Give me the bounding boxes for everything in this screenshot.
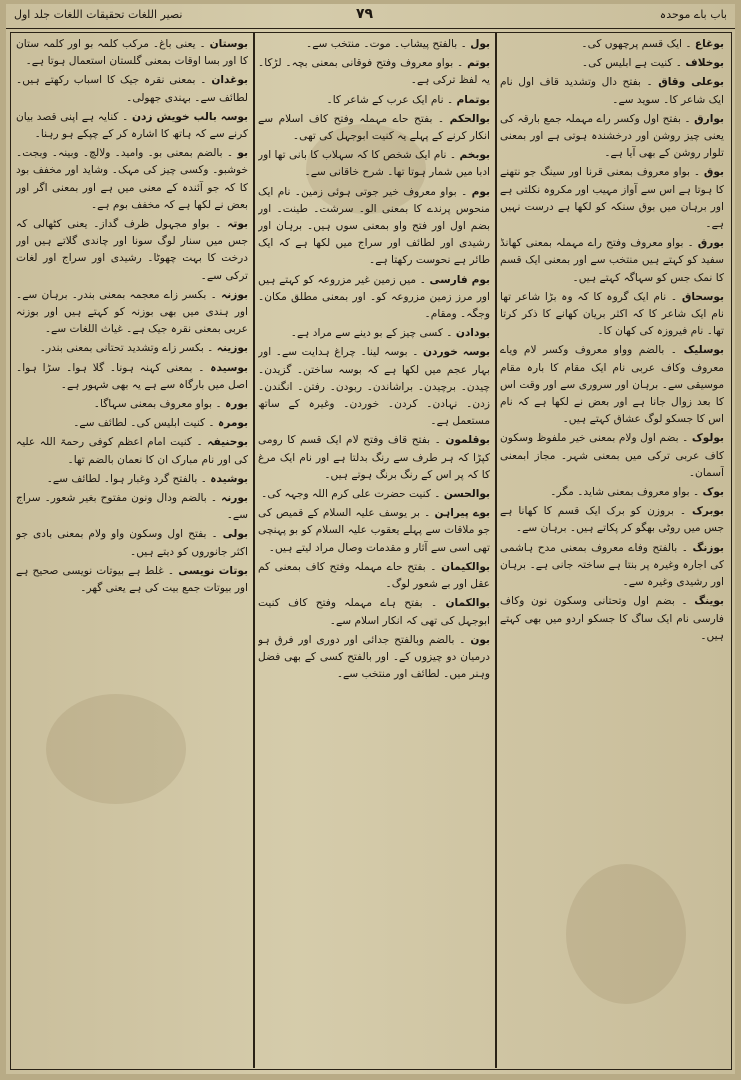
dictionary-entry: بوسہ بالب خویش زدن ۔ کنایہ ہے اپنی قصد بیان کرنے سے کہ ہاتھ کا اشارہ کر کے چپکے ہو رہنا۔ [16,110,248,141]
dictionary-entry: بورنہ ۔ بالضم ودال ونون مفتوح بغیر شعور۔ سراج سے۔ [16,492,248,522]
entry-definition: کنایہ ہے اپنی قصد بیان کرنے سے کہ ہاتھ کا اشارہ کر کے چپکے ہو رہنا۔ [16,110,248,141]
entry-definition: بفتح اول وکسر راے مہملہ جمع بارقہ کی یعنی چیز روشن اور درخشندہ ہوتی ہے اور بمعنی تلوار روشن کے بھی آیا ہے۔ [500,112,724,160]
entry-definition: بمعنی نقرہ جیک کا اسباب رکھتے ہیں۔ لطائف سے۔ بہندی جھولی۔ [16,74,248,104]
entry-headword: بوزنہ [221,288,248,301]
dictionary-entry: بوزنہ ۔ بکسر زاے معجمہ بمعنی بندر۔ برہان سے۔ اور ہندی میں بھی بوزنہ کو کہتے ہیں اور بوزنہ عربی بمعنی نقرہ جیک ہے۔ غیاث اللغات سے۔ [16,288,248,336]
entry-headword: بوخلاف [685,57,724,70]
entry-definition: ایک قسم پرچھوں کی۔ [581,38,682,50]
entry-headword: بورق [697,237,724,250]
scanned-page [6,4,735,1074]
entry-definition: نام ایک عرب کے شاعر کا۔ [326,93,444,106]
dictionary-entry: بوزینہ ۔ بکسر زاے وتشدید تحتانی بمعنی بندر۔ [39,342,248,355]
dictionary-entry: بوالحکم ۔ بفتح حاے مہملہ وفتح کاف اسلام سے انکار کرنے کے پہلے یہ کنیت ابوجہل کی تھی۔ [258,112,490,143]
page-header [6,4,735,29]
dictionary-entry: بوعلی وقاق ۔ بفتح دال وتشدید قاف اول نام ایک شاعر کا۔ سوید سے۔ [500,76,724,106]
entry-headword: بوق [703,166,724,179]
entry-definition: بوسہ لینا۔ چراغ ہدایت سے۔ اور بہار عجم میں لکھا ہے کہ بوسہ ساختن۔ گزیدن۔ چیدن۔ برچیدن۔ براشاندن۔ ربودن۔ رفتن۔ انگندن۔ زدن۔ نہادن۔ کردن۔ خوردن۔ وغیرہ کے ساتھ مستعمل ہے۔ [258,346,490,428]
entry-definition: بالضم بمعنی بو۔ وامید۔ ولالچ۔ وبینہ۔ وبجت۔ خوشبو۔ وکسی چیز کی مہک۔ وشاید اور مخفف بود کا کہ جو آئندہ کے معنی میں ہے اور بمعنی اگر اور بعض نے لکھا ہے کہ مخفف بوم ہے۔ [16,147,248,211]
column-middle [258,36,490,1064]
entry-definition: بالفتح گرد وغبار ہوا۔ لطائف سے۔ [46,472,198,485]
dictionary-entry: بوم فارسی ۔ میں زمین غیر مزروعہ کو کہتے ہیں اور مرز زمین مزروعہ کو۔ اور بمعنی مطلق مکان۔ وجگہ۔ ومقام۔ [258,273,490,321]
entry-definition: کنیت ہے ابلیس کی۔ [581,57,673,70]
entry-headword: بوسہ بالب خویش زدن [131,110,248,123]
entry-headword: بوسیدہ [210,361,248,374]
column-right [500,36,724,1064]
entry-headword: بوبخم [459,149,490,162]
entry-definition: بفتح دال وتشدید قاف اول نام ایک شاعر کا۔ سوید سے۔ [500,76,724,106]
dictionary-entry: بومرہ ۔ کنیت ابلیس کی۔ لطائف سے۔ [73,417,248,430]
dictionary-entry: بوق ۔ بواو معروف بمعنی قرنا اور سینگ جو نتھنے کا ہوتا ہے اس سے آواز مہیب اور مکروہ نکلتی ہے اور برہان میں بوق سنکہ کو لکھا ہے درست نہیں ہے۔ [500,166,724,231]
dictionary-entry: بوستان ۔ یعنی باغ۔ مرکب کلمہ بو اور کلمہ ستان کا اور بسا اوقات بمعنی گلستان استعمال ہوتا ہے۔ [16,38,248,68]
column-divider [495,32,497,1068]
dictionary-entry: بوسہ خوردن ۔ بوسہ لینا۔ چراغ ہدایت سے۔ اور بہار عجم میں لکھا ہے کہ بوسہ ساختن۔ گزیدن۔ چیدن۔ برچیدن۔ براشاندن۔ ربودن۔ رفتن۔ انگندن۔ زدن۔ نہادن۔ کردن۔ خوردن۔ وغیرہ کے ساتھ مستعمل ہے۔ [258,346,490,428]
entry-definition: بالفتح وفاے معروف بمعنی مدح ہاشمی کی اجارہ وغیرہ پر بنتا ہے ساختہ جانی ہے۔ برہان اور رشیدی وغیرہ سے۔ [500,541,724,589]
dictionary-entry: بورق ۔ بواو معروف وفتح راے مہملہ بمعنی کھانڈ سفید کو کہتے ہیں منتخب سے اور بمعنی ایک قسم کا نمک جس کو سہاگہ کہتے ہیں۔ [500,237,724,284]
entry-headword: بوتات نویسی [178,564,248,577]
entry-headword: بوم [471,185,490,198]
entry-headword: بوغدان [211,74,248,87]
dictionary-entry: بوسحاق ۔ نام ایک گروہ کا کہ وہ بڑا شاعر تھا نام ایک شاعر کا کہ اکثر بریان کھانے کا ذکر کرتا تھا۔ نام فیروزہ کی کھان کا۔ [500,290,724,338]
entry-definition: بواو مجہول ظرف گداز۔ یعنی کٹھالی کہ جس میں سنار لوگ سونا اور چاندی گلاتے ہیں اور درخت کا بہت چھوٹا۔ رشیدی اور سراج اور لغات ترکی سے۔ [16,218,248,282]
dictionary-entry: بوقلمون ۔ بفتح قاف وفتح لام ایک قسم کا رومی کپڑا کہ ہر طرف سے رنگ بدلتا ہے اور نام ایک مرغ کا کہ پر اس کے رنگ برنگ ہوتے ہیں۔ [258,434,490,481]
header-section-title: باب باے موحدہ [659,8,727,21]
dictionary-entry: بوارق ۔ بفتح اول وکسر راے مہملہ جمع بارقہ کی یعنی چیز روشن اور درخشندہ ہوتی ہے اور بمعنی تلوار روشن کے بھی آیا ہے۔ [500,112,724,160]
dictionary-entry: بون ۔ بالضم وبالفتح جدائی اور دوری اور فرق ہو درمیان دو چیزوں کے۔ اور بالفتح کسی کے بھی فضل وہنر میں۔ لطائف اور منتخب سے۔ [258,633,490,681]
dictionary-entry: بوالکیمان ۔ بفتح حاے مہملہ وفتح کاف بمعنی کم عقل اور بے شعور لوگ۔ [258,560,490,591]
entry-headword: بورنہ [221,492,248,505]
entry-headword: بوستان [209,38,248,50]
entry-definition: بالضم ودال ونون مفتوح بغیر شعور۔ سراج سے۔ [16,492,248,522]
entry-headword: بوبرک [691,505,724,518]
entry-headword: بول [470,38,490,50]
dictionary-entry: بوتہ ۔ بواو مجہول ظرف گداز۔ یعنی کٹھالی کہ جس میں سنار لوگ سونا اور چاندی گلاتے ہیں اور درخت کا بہت چھوٹا۔ رشیدی اور سراج اور لغات ترکی سے۔ [16,218,248,282]
entry-headword: بوتم [467,57,490,70]
dictionary-entry: بوتمام ۔ نام ایک عرب کے شاعر کا۔ [326,93,490,106]
dictionary-entry: بوحنیفہ ۔ کنیت امام اعظم کوفی رحمۃ اللہ علیہ کی اور نام مبارک ان کا نعمان بالضم تھا۔ [16,436,248,466]
entry-definition: نام ایک شخص کا کہ سہلاب کا بانی تھا اور ادبا میں شمار ہوتا تھا۔ شرح خاقانی سے۔ [258,149,490,179]
dictionary-entry: بوغاع ۔ ایک قسم پرچھوں کی۔ [581,38,724,50]
entry-headword: بوے پیراہن [434,507,490,520]
dictionary-entry: بورہ ۔ بواو معروف بمعنی سہاگا۔ [93,398,248,411]
dictionary-entry: بوم ۔ بواو معروف خیر جوتی ہوئی زمین۔ نام ایک منحوس پرندے کا بمعنی الو۔ سرشت۔ طینت۔ اور بضم اول اور فتح واو بمعنی سوں ہیں۔ برہان اور رشیدی اور لطائف اور سراج میں لکھا ہے کہ ایک طائر ہے نحوست رکھتا ہے۔ [258,185,490,267]
entry-headword: بوزینہ [216,342,248,355]
entry-headword: بورہ [225,398,248,411]
entry-headword: بون [470,633,490,646]
dictionary-entry: بولی ۔ بفتح اول وسکون واو ولام بمعنی بادی جو اکثر جانوروں کو دیتے ہیں۔ [16,528,248,558]
dictionary-entry: بوزنگ ۔ بالفتح وفاے معروف بمعنی مدح ہاشمی کی اجارہ وغیرہ پر بنتا ہے ساختہ جانی ہے۔ برہان اور رشیدی وغیرہ سے۔ [500,541,724,589]
dictionary-entry: بول ۔ بالفتح پیشاب۔ موت۔ منتخب سے۔ [306,38,490,50]
entry-definition: بواو معروف بمعنی قرنا اور سینگ جو نتھنے کا ہوتا ہے اس سے آواز مہیب اور مکروہ نکلتی ہے اور برہان میں بوق سنکہ کو لکھا ہے درست نہیں ہے۔ [500,166,724,231]
entry-headword: بوعلی وقاق [658,76,724,89]
entry-definition: بفتح اول وسکون واو ولام بمعنی بادی جو اکثر جانوروں کو دیتے ہیں۔ [16,528,248,558]
entry-definition: بفتح ہاے مہملہ وفتح کاف کنیت ابوجہل کی تھی کہ انکار اسلام سے۔ [258,597,490,627]
column-divider [253,32,255,1068]
dictionary-entry: بوبرک ۔ بروزن کو برک ایک قسم کا کھانا ہے جس میں روٹی بھگو کر پکاتے ہیں۔ برہان سے۔ [500,505,724,535]
entry-headword: بوینگ [694,595,724,608]
entry-headword: بوسحاق [681,290,724,303]
entry-headword: بوالکمان [445,597,490,610]
entry-definition: بر یوسف علیہ السلام کے قمیص کی جو ملاقات سے پہلے یعقوب علیہ السلام کو بو پہنچی تھی اسی سے آثار و مقدمات وصال مراد لیتے ہیں۔ [258,507,490,554]
dictionary-entry: بوغدان ۔ بمعنی نقرہ جیک کا اسباب رکھتے ہیں۔ لطائف سے۔ بہندی جھولی۔ [16,74,248,104]
dictionary-entry: بوینگ ۔ بضم اول وتحتانی وسکون نون وکاف فارسی نام ایک ساگ کا جسکو اردو میں بھی کہتے ہیں۔ [500,595,724,642]
dictionary-entry: بودادن ۔ کسی چیز کے بو دینے سے مراد ہے۔ [290,327,490,340]
entry-definition: بروزن کو برک ایک قسم کا کھانا ہے جس میں روٹی بھگو کر پکاتے ہیں۔ برہان سے۔ [500,505,724,535]
entry-definition: بکسر زاے وتشدید تحتانی بمعنی بندر۔ [39,342,204,355]
dictionary-entry: بوسلیک ۔ بالضم وواو معروف وکسر لام ویاے معروف وکاف عربی نام ایک مقام کا بارہ مقام موسیقی سے۔ برہان اور سروری سے اور وقت اس کا بعد زوال جانا ہے اور بعض نے لکھا ہے کہ نام اس کا جسکو لوگ عشاق کہتے ہیں۔ [500,344,724,426]
entry-definition: کنیت حضرت علی کرم اللہ وجہہ کی۔ [261,488,431,501]
entry-headword: بوالکیمان [441,560,490,573]
dictionary-entry: بوتات نویسی ۔ غلط ہے بیوتات نویسی صحیح ہے اور بیوتات جمع بیت کی ہے یعنی گھر۔ [16,564,248,595]
dictionary-entry: بوبخم ۔ نام ایک شخص کا کہ سہلاب کا بانی تھا اور ادبا میں شمار ہوتا تھا۔ شرح خاقانی سے۔ [258,149,490,179]
entry-definition: بواو معروف بمعنی سہاگا۔ [93,398,213,411]
entry-headword: بوسلیک [683,344,724,357]
entry-definition: بالفتح پیشاب۔ موت۔ منتخب سے۔ [306,38,458,50]
entry-headword: بودادن [455,327,490,340]
dictionary-entry: بوخلاف ۔ کنیت ہے ابلیس کی۔ [581,57,724,70]
entry-headword: بوتمام [456,93,490,106]
dictionary-entry: بوتم ۔ بواو معروف وفتح فوقانی بمعنی بچہ۔ لڑکا۔ یہ لفظ ترکی ہے۔ [258,57,490,87]
dictionary-entry: بوالکمان ۔ بفتح ہاے مہملہ وفتح کاف کنیت ابوجہل کی تھی کہ انکار اسلام سے۔ [258,597,490,627]
dictionary-entry: بوشیدہ ۔ بالفتح گرد وغبار ہوا۔ لطائف سے۔ [46,472,248,485]
dictionary-entry: بو ۔ بالضم بمعنی بو۔ وامید۔ ولالچ۔ وبینہ۔ وبجت۔ خوشبو۔ وکسی چیز کی مہک۔ وشاید اور مخفف بود کا کہ جو آئندہ کے معنی میں ہے اور بمعنی اگر اور بعض نے لکھا ہے کہ مخفف بوم ہے۔ [16,147,248,211]
entry-headword: بوشیدہ [210,472,248,485]
entry-headword: بوغاع [694,38,724,50]
entry-definition: بواو معروف بمعنی شاید۔ مگر۔ [550,486,690,499]
entry-definition: بکسر زاے معجمہ بمعنی بندر۔ برہان سے۔ اور ہندی میں بھی بوزنہ کو کہتے ہیں اور بوزنہ عربی بمعنی نقرہ جیک ہے۔ غیاث اللغات سے۔ [16,288,248,336]
entry-headword: بولی [222,528,248,541]
entry-definition: بفتح حاے مہملہ وفتح کاف اسلام سے انکار کرنے کے پہلے یہ کنیت ابوجہل کی تھی۔ [258,112,490,143]
entry-headword: بوزنگ [692,541,724,554]
dictionary-entry: بوے پیراہن ۔ بر یوسف علیہ السلام کے قمیص کی جو ملاقات سے پہلے یعقوب علیہ السلام کو بو پہنچی تھی اسی سے آثار و مقدمات وصال مراد لیتے ہیں۔ [258,507,490,554]
entry-definition: بفتح قاف وفتح لام ایک قسم کا رومی کپڑا کہ ہر طرف سے رنگ بدلتا ہے اور نام ایک مرغ کا کہ پر اس کے رنگ برنگ ہوتے ہیں۔ [258,434,490,481]
entry-definition: بمعنی کہنہ ہونا۔ گلا ہوا۔ سڑا ہوا۔ اصل میں بارگاہ سے ہے یہ بھی شہور ہے۔ [16,361,248,391]
entry-headword: بوقلمون [445,434,490,447]
entry-headword: بومرہ [218,417,248,430]
entry-definition: بضم اول وتحتانی وسکون نون وکاف فارسی نام ایک ساگ کا جسکو اردو میں بھی کہتے ہیں۔ [500,595,724,642]
entry-definition: کنیت ابلیس کی۔ لطائف سے۔ [73,417,206,430]
entry-definition: بواو معروف وفتح راے مہملہ بمعنی کھانڈ سفید کو کہتے ہیں منتخب سے اور بمعنی ایک قسم کا نمک جس کو سہاگہ کہتے ہیں۔ [500,237,724,284]
entry-headword: بوالحکم [449,112,490,125]
entry-headword: بو [237,147,248,160]
entry-headword: بوتہ [227,218,248,231]
entry-headword: بولوک [691,432,724,445]
entry-definition: غلط ہے بیوتات نویسی صحیح ہے اور بیوتات جمع بیت کی ہے یعنی گھر۔ [16,564,248,595]
entry-definition: بواو معروف وفتح فوقانی بمعنی بچہ۔ لڑکا۔ یہ لفظ ترکی ہے۔ [258,57,490,87]
entry-definition: کسی چیز کے بو دینے سے مراد ہے۔ [290,327,443,340]
entry-headword: بوحنیفہ [207,436,248,449]
header-book-title: نصیر اللغات تحقیقات اللغات جلد اول [14,8,183,21]
entry-headword: بوم فارسی [429,273,490,286]
entry-definition: کنیت امام اعظم کوفی رحمۃ اللہ علیہ کی اور نام مبارک ان کا نعمان بالضم تھا۔ [16,436,248,466]
entry-definition: یعنی باغ۔ مرکب کلمہ بو اور کلمہ ستان کا اور بسا اوقات بمعنی گلستان استعمال ہوتا ہے۔ [16,38,248,68]
entry-definition: بالضم وواو معروف وکسر لام ویاے معروف وکاف عربی نام ایک مقام کا بارہ مقام موسیقی سے۔ برہان اور سروری سے اور وقت اس کا بعد زوال جانا ہے اور بعض نے لکھا ہے کہ نام اس کا جسکو لوگ عشاق کہتے ہیں۔ [500,344,724,426]
dictionary-entry: بوک ۔ بواو معروف بمعنی شاید۔ مگر۔ [550,486,724,499]
dictionary-entry: بوالحسن ۔ کنیت حضرت علی کرم اللہ وجہہ کی۔ [261,488,490,501]
entry-definition: بفتح حاے مہملہ وفتح کاف بمعنی کم عقل اور بے شعور لوگ۔ [258,560,490,591]
entry-headword: بوک [702,486,724,499]
entry-definition: بواو معروف خیر جوتی ہوئی زمین۔ نام ایک منحوس پرندے کا بمعنی الو۔ سرشت۔ طینت۔ اور بضم اول اور فتح واو بمعنی سوں ہیں۔ برہان اور رشیدی اور لطائف اور سراج میں لکھا ہے کہ ایک طائر ہے نحوست رکھتا ہے۔ [258,185,490,267]
column-left [16,36,248,1064]
dictionary-entry: بوسیدہ ۔ بمعنی کہنہ ہونا۔ گلا ہوا۔ سڑا ہوا۔ اصل میں بارگاہ سے ہے یہ بھی شہور ہے۔ [16,361,248,391]
entry-headword: بوارق [694,112,724,125]
page-number: ۷۹ [356,6,374,22]
dictionary-entry: بولوک ۔ بضم اول ولام بمعنی خیر ملفوظ وسکون کاف عربی ترکی میں بمعنی شہر۔ مجاز ابمعنی آسمان۔ [500,432,724,479]
entry-definition: بالضم وبالفتح جدائی اور دوری اور فرق ہو درمیان دو چیزوں کے۔ اور بالفتح کسی کے بھی فضل وہنر میں۔ لطائف اور منتخب سے۔ [258,633,490,681]
entry-headword: بوالحسن [443,488,490,501]
entry-definition: بضم اول ولام بمعنی خیر ملفوظ وسکون کاف عربی ترکی میں بمعنی شہر۔ مجاز ابمعنی آسمان۔ [500,432,724,479]
entry-headword: بوسہ خوردن [422,346,490,359]
entry-definition: میں زمین غیر مزروعہ کو کہتے ہیں اور مرز زمین مزروعہ کو۔ اور بمعنی مطلق مکان۔ وجگہ۔ ومقام۔ [258,273,490,321]
entry-definition: نام ایک گروہ کا کہ وہ بڑا شاعر تھا نام ایک شاعر کا کہ اکثر بریان کھانے کا ذکر کرتا تھا۔ نام فیروزہ کی کھان کا۔ [500,290,724,338]
